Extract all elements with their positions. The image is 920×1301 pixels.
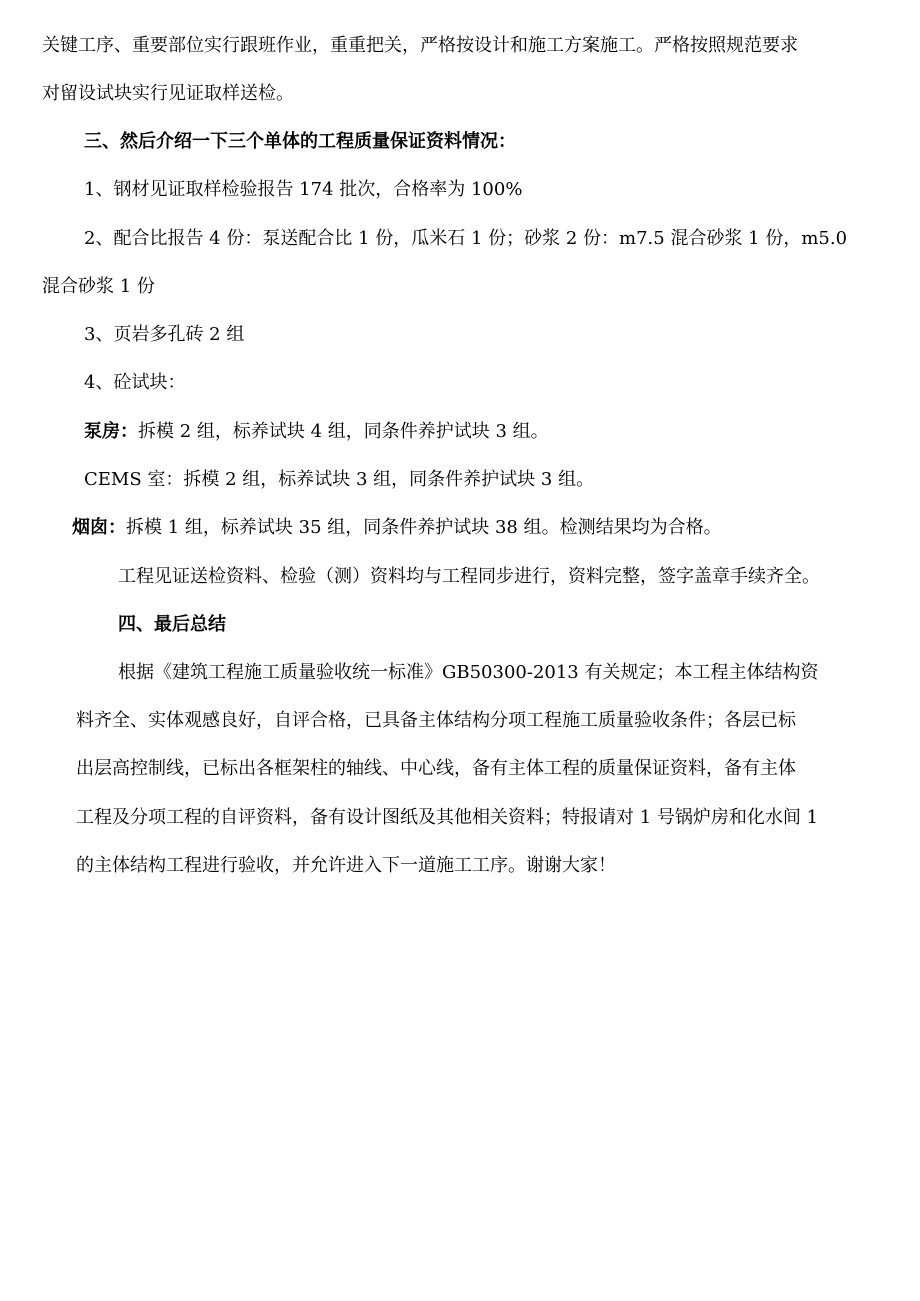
- summary-line-1: 根据《建筑工程施工质量验收统一标准》GB50300-2013 有关规定；本工程主体结构资: [118, 662, 819, 683]
- pump-room-label: 泵房：: [84, 421, 138, 442]
- list-item-1: 1、钢材见证取样检验报告 174 批次，合格率为 100%: [84, 179, 523, 200]
- cems-room-line: CEMS 室：拆模 2 组，标养试块 3 组，同条件养护试块 3 组。: [84, 469, 595, 490]
- chimney-label: 烟囱：: [72, 517, 126, 538]
- section-3-heading: 三、然后介绍一下三个单体的工程质量保证资料情况：: [84, 131, 516, 152]
- list-item-2-line-2: 混合砂浆 1 份: [42, 276, 155, 297]
- summary-line-3: 出层高控制线，已标出各框架柱的轴线、中心线，备有主体工程的质量保证资料，备有主体: [76, 758, 796, 779]
- pump-room-line: [84, 420, 549, 444]
- intro-line-1: 关键工序、重要部位实行跟班作业，重重把关，严格按设计和施工方案施工。严格按照规范要求: [42, 35, 798, 56]
- intro-line-2: 对留设试块实行见证取样送检。: [42, 83, 294, 104]
- witness-paragraph: 工程见证送检资料、检验（测）资料均与工程同步进行，资料完整，签字盖章手续齐全。: [118, 566, 820, 587]
- summary-line-2: 料齐全、实体观感良好，自评合格，已具备主体结构分项工程施工质量验收条件；各层已标: [76, 710, 796, 731]
- summary-line-4: 工程及分项工程的自评资料，备有设计图纸及其他相关资料；特报请对 1 号锅炉房和化水间 1: [76, 807, 819, 828]
- list-item-2-line-1: 2、配合比报告 4 份：泵送配合比 1 份，瓜米石 1 份；砂浆 2 份：m7.5 混合砂浆 1 份，m5.0: [84, 228, 848, 249]
- chimney-line: [72, 516, 722, 540]
- summary-line-5: 的主体结构工程进行验收，并允许进入下一道施工工序。谢谢大家！: [76, 855, 616, 876]
- chimney-text: 拆模 1 组，标养试块 35 组，同条件养护试块 38 组。检测结果均为合格。: [126, 517, 722, 538]
- list-item-3: 3、页岩多孔砖 2 组: [84, 324, 245, 345]
- section-4-heading: 四、最后总结: [118, 614, 226, 635]
- list-item-4: 4、砼试块：: [84, 372, 186, 393]
- pump-room-text: 拆模 2 组，标养试块 4 组，同条件养护试块 3 组。: [138, 421, 549, 442]
